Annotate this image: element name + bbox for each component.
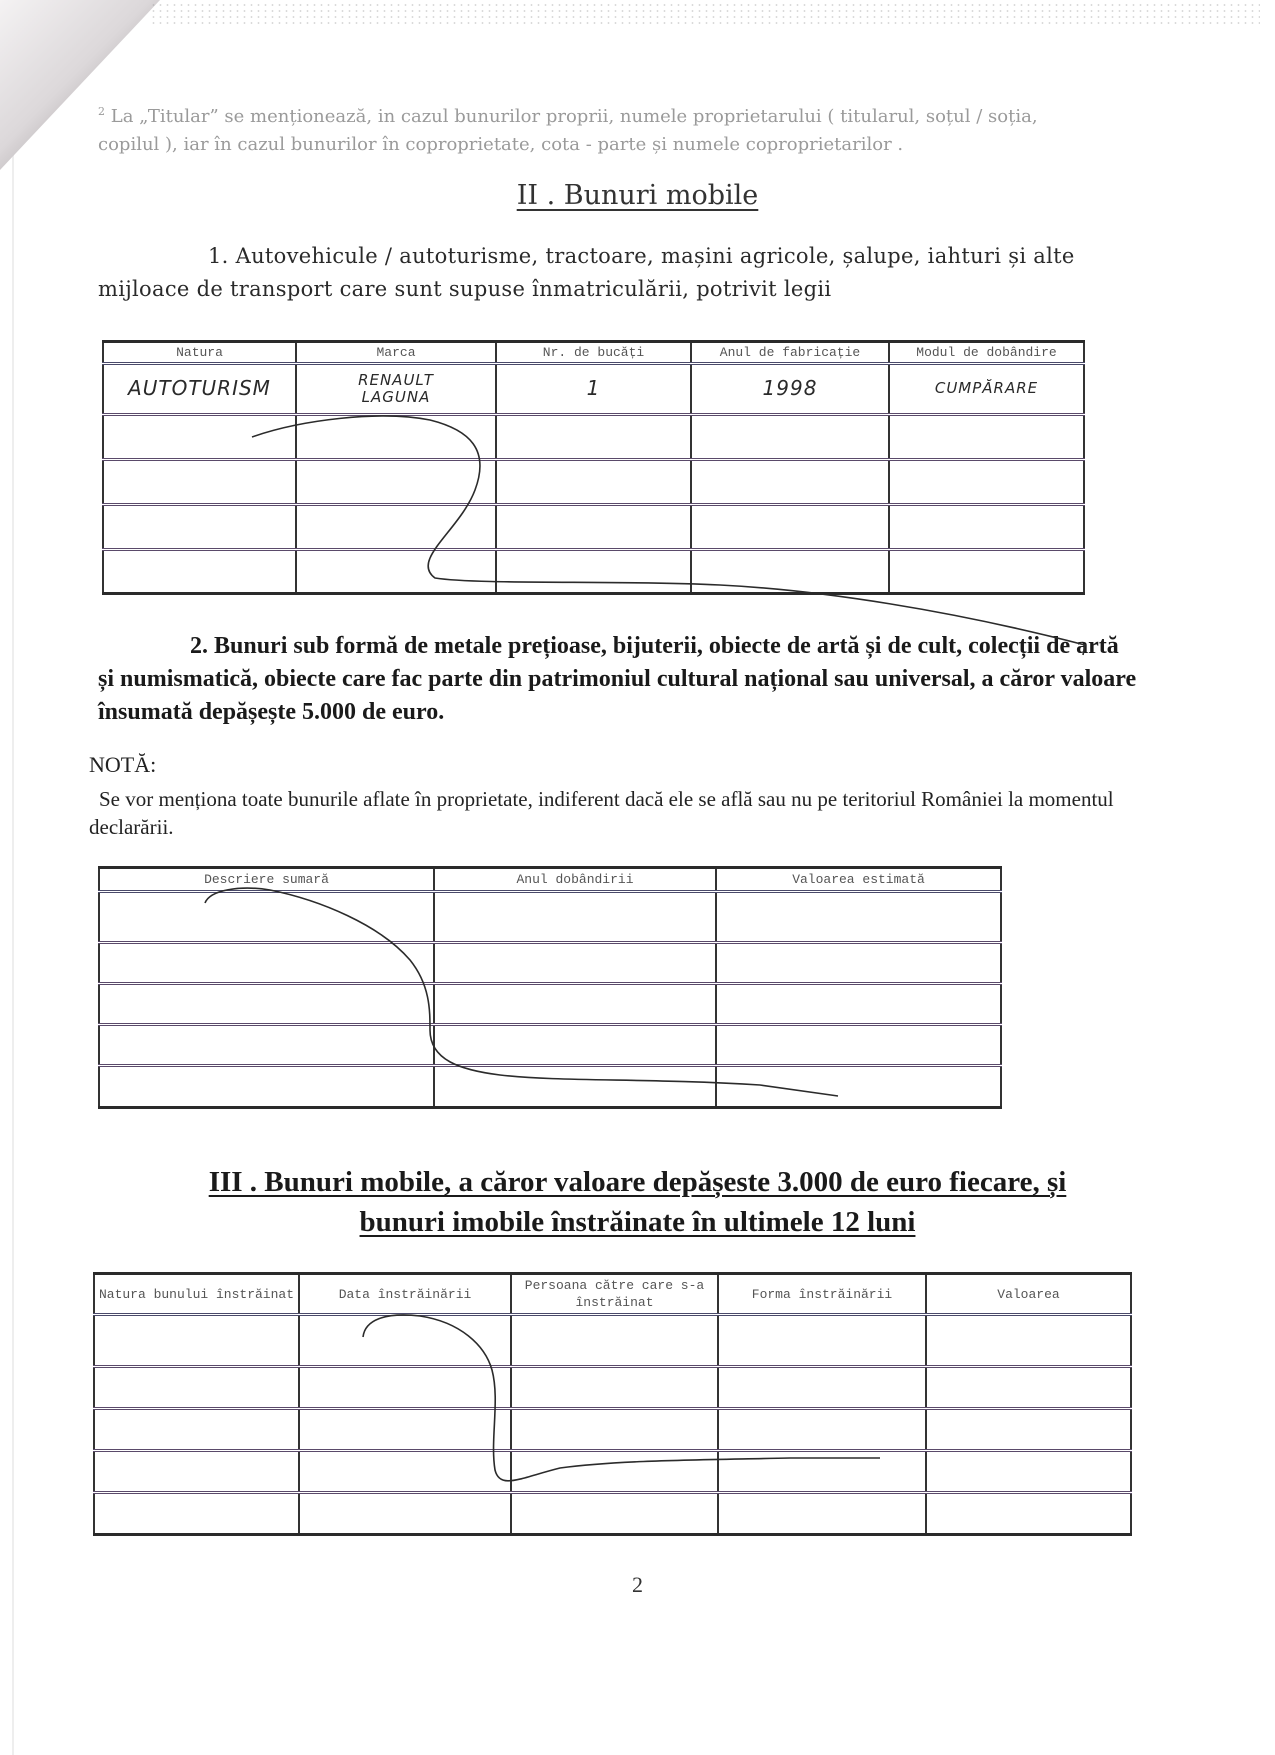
column-header-marca: Marca [296,342,496,364]
empty-cell[interactable] [99,984,434,1025]
empty-cell[interactable] [299,1493,511,1535]
table-row [99,1025,1001,1066]
empty-cell[interactable] [511,1493,718,1535]
empty-cell[interactable] [926,1493,1131,1535]
cell-marca[interactable]: RENAULT LAGUNA [296,364,496,415]
empty-cell[interactable] [496,550,691,594]
empty-cell[interactable] [99,943,434,984]
subsection-2-text: 2. Bunuri sub formă de metale prețioase, bijuterii, obiecte de artă și de cult, colecții de artă și numismatică, obiecte care fac parte din patrimoniul cultural național sau universal, a căror valoare însumată depășește 5.000 de euro. [98,633,1137,725]
empty-cell[interactable] [718,1315,926,1367]
empty-cell[interactable] [296,550,496,594]
column-header-data-instrainarii: Data înstrăinării [299,1274,511,1315]
table-row [99,1066,1001,1108]
cell-modul-dobandire[interactable]: CUMPĂRARE [889,364,1084,415]
empty-cell[interactable] [94,1367,299,1409]
table-row [103,364,1084,415]
column-header-natura: Natura [103,342,296,364]
empty-cell[interactable] [94,1409,299,1451]
empty-cell[interactable] [716,892,1001,943]
column-header-forma-instrainarii: Forma înstrăinării [718,1274,926,1315]
empty-cell[interactable] [99,1025,434,1066]
table-row [94,1315,1131,1367]
page-edge [12,0,14,1755]
column-header-anul-dobandirii: Anul dobândirii [434,868,716,892]
empty-cell[interactable] [691,415,889,460]
column-header-descriere-sumara: Descriere sumară [99,868,434,892]
empty-cell[interactable] [511,1409,718,1451]
empty-cell[interactable] [926,1315,1131,1367]
empty-cell[interactable] [691,550,889,594]
nota-label: NOTĂ: [89,752,157,777]
table-row [103,415,1084,460]
empty-cell[interactable] [296,415,496,460]
empty-cell[interactable] [926,1451,1131,1493]
empty-cell[interactable] [716,1066,1001,1108]
empty-cell[interactable] [103,550,296,594]
column-header-modul-dobandire: Modul de dobândire [889,342,1084,364]
empty-cell[interactable] [718,1451,926,1493]
empty-cell[interactable] [496,415,691,460]
column-header-valoarea-estimata: Valoarea estimată [716,868,1001,892]
page-number: 2 [632,1572,643,1597]
empty-cell[interactable] [299,1409,511,1451]
table-row [94,1451,1131,1493]
empty-cell[interactable] [299,1315,511,1367]
footnote-marker: 2 [98,105,105,118]
subsection-1-text: 1. Autovehicule / autoturisme, tractoare, mașini agricole, șalupe, iahturi și alte mijloace de transport care sunt supuse înmatriculării, potrivit legii [98,244,1075,301]
empty-cell[interactable] [94,1493,299,1535]
cell-anul-fabricatie[interactable]: 1998 [691,364,889,415]
empty-cell[interactable] [889,550,1084,594]
empty-cell[interactable] [434,984,716,1025]
table-row [94,1493,1131,1535]
empty-cell[interactable] [434,892,716,943]
column-header-nr-bucati: Nr. de bucăți [496,342,691,364]
empty-cell[interactable] [889,415,1084,460]
column-header-valoarea: Valoarea [926,1274,1131,1315]
empty-cell[interactable] [718,1409,926,1451]
footnote-text: La „Titular” se menționează, in cazul bunurilor proprii, numele proprietarului ( titularul, soțul / soția, copilul ), iar în cazul bunurilor în coproprietate, cota - parte și numele coproprietarilor . [98,106,1038,155]
alienated-assets-table [93,1272,1132,1536]
table-row [99,984,1001,1025]
table-row [94,1409,1131,1451]
empty-cell[interactable] [103,460,296,505]
empty-cell[interactable] [299,1451,511,1493]
table-row [103,460,1084,505]
table-row [103,505,1084,550]
empty-cell[interactable] [691,505,889,550]
empty-cell[interactable] [716,943,1001,984]
section-3-title: III . Bunuri mobile, a căror valoare depășeste 3.000 de euro fiecare, și bunuri imobile înstrăinate în ultimele 12 luni [208,1166,1067,1238]
nota-text: Se vor menționa toate bunurile aflate în proprietate, indiferent dacă ele se află sau nu pe teritoriul României la momentul declarării. [89,787,1114,839]
empty-cell[interactable] [889,460,1084,505]
empty-cell[interactable] [926,1409,1131,1451]
empty-cell[interactable] [496,460,691,505]
vehicles-table [102,340,1085,595]
table-row [103,550,1084,594]
empty-cell[interactable] [434,1066,716,1108]
empty-cell[interactable] [511,1451,718,1493]
empty-cell[interactable] [103,415,296,460]
section-2-title: II . Bunuri mobile [516,180,759,211]
empty-cell[interactable] [718,1367,926,1409]
empty-cell[interactable] [889,505,1084,550]
empty-cell[interactable] [99,892,434,943]
column-header-persoana: Persoana către care s-a înstrăinat [511,1274,718,1315]
table-row [99,892,1001,943]
empty-cell[interactable] [718,1493,926,1535]
empty-cell[interactable] [103,505,296,550]
footnote [98,98,1098,159]
table-row [94,1367,1131,1409]
empty-cell[interactable] [94,1451,299,1493]
scan-noise-strip [150,2,1260,28]
column-header-natura-bunului: Natura bunului înstrăinat [94,1274,299,1315]
empty-cell[interactable] [94,1315,299,1367]
empty-cell[interactable] [99,1066,434,1108]
empty-cell[interactable] [434,1025,716,1066]
empty-cell[interactable] [691,460,889,505]
empty-cell[interactable] [716,984,1001,1025]
column-header-anul-fabricatie: Anul de fabricație [691,342,889,364]
empty-cell[interactable] [716,1025,1001,1066]
empty-cell[interactable] [511,1367,718,1409]
empty-cell[interactable] [511,1315,718,1367]
empty-cell[interactable] [296,505,496,550]
empty-cell[interactable] [434,943,716,984]
empty-cell[interactable] [496,505,691,550]
empty-cell[interactable] [296,460,496,505]
valuables-table [98,866,1002,1109]
empty-cell[interactable] [926,1367,1131,1409]
cell-nr-bucati[interactable]: 1 [496,364,691,415]
table-row [99,943,1001,984]
cell-natura[interactable]: AUTOTURISM [103,364,296,415]
empty-cell[interactable] [299,1367,511,1409]
